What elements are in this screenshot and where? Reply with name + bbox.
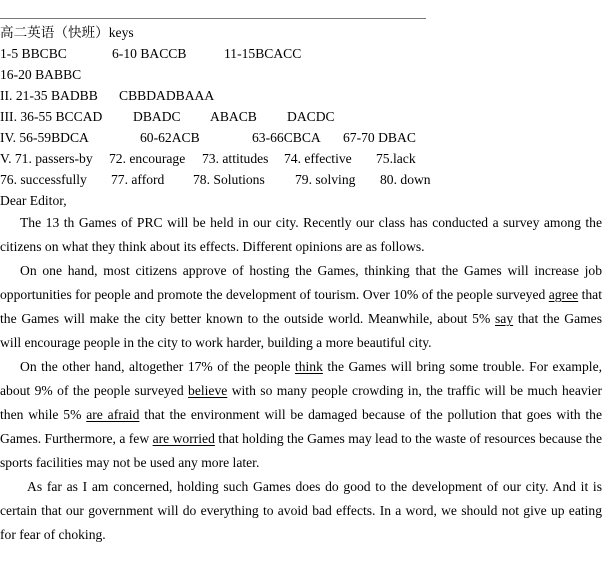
underlined-phrase-are-worried: are worried: [152, 431, 215, 446]
paragraph-4: As far as I am concerned, holding such Games does do good to the development of our city. And it is certain that our government will do everything to avoid bad effects. In a word, we should not give up eating for fear of choking.: [0, 479, 602, 542]
page-title-row: [0, 22, 602, 43]
underlined-phrase-are-afraid: are afraid: [86, 407, 140, 422]
letter-greeting: Dear Editor,: [0, 193, 67, 208]
key-63-66: 63-66CBCA: [252, 130, 321, 145]
underlined-word-believe: believe: [188, 383, 228, 398]
underlined-word-think: think: [294, 359, 323, 374]
key-11-15: 11-15BCACC: [224, 46, 302, 61]
key-36-55-b: DBADC: [133, 109, 181, 124]
key-row-1: [0, 43, 602, 64]
paragraph-3-text-e: that holding the Games may lead to the waste of resources because the sports facilities may not be used any more later.: [0, 431, 602, 470]
key-row-6: [0, 148, 602, 169]
key-74: 74. effective: [284, 151, 352, 166]
key-21-35-b: CBBDADBAAA: [119, 88, 215, 103]
paragraph-3: [0, 355, 602, 475]
paragraph-3-text-a: On the other hand, altogether 17% of the people: [20, 359, 295, 374]
key-row-3: [0, 85, 602, 106]
paragraph-2-text-b: that the Games will make the city better known to the outside world. Meanwhile, about 5%: [0, 287, 602, 326]
key-80: 80. down: [380, 172, 431, 187]
key-21-35-a: II. 21-35 BADBB: [0, 88, 98, 103]
paragraph-3-text-c: with so many people crowding in, the traffic will be much heavier then while 5%: [0, 383, 602, 422]
paragraph-1: The 13 th Games of PRC will be held in our city. Recently our class has conducted a survey among the citizens on what they think about its effects. Different opinions are as follows.: [0, 215, 602, 254]
key-16-20: 16-20 BABBC: [0, 67, 82, 82]
key-row-2: [0, 64, 602, 85]
paragraph-2: [0, 259, 602, 355]
key-36-55-a: III. 36-55 BCCAD: [0, 109, 103, 124]
key-67-70: 67-70 DBAC: [343, 130, 416, 145]
header-rule: [0, 18, 426, 19]
key-77: 77. afford: [111, 172, 165, 187]
paragraph-3-text-b: the Games will bring some trouble. For example, about 9% of the people surveyed: [0, 359, 602, 398]
key-36-55-c: ABACB: [210, 109, 257, 124]
underlined-word-say: say: [495, 311, 514, 326]
key-row-4: [0, 106, 602, 127]
key-row-5: [0, 127, 602, 148]
document-page: [0, 22, 602, 547]
letter-body: [0, 211, 602, 547]
page-title: 高二英语（快班）keys: [0, 25, 134, 40]
key-72: 72. encourage: [109, 151, 186, 166]
key-1-5: 1-5 BBCBC: [0, 46, 67, 61]
key-79: 79. solving: [295, 172, 356, 187]
paragraph-2-text-a: On one hand, most citizens approve of hosting the Games, thinking that the Games will increase job opportunities for people and promote the development of tourism. Over 10% of the people surveyed: [0, 263, 602, 302]
paragraph-2-text-c: that the Games will encourage people in the city to work harder, building a more beautiful city.: [0, 311, 602, 350]
key-75: 75.lack: [376, 151, 416, 166]
key-78: 78. Solutions: [193, 172, 265, 187]
answer-keys: [0, 22, 602, 190]
key-36-55-d: DACDC: [287, 109, 335, 124]
key-56-59: IV. 56-59BDCA: [0, 130, 89, 145]
paragraph-3-text-d: that the environment will be damaged because of the pollution that goes with the Games. Furthermore, a few: [0, 407, 602, 446]
key-6-10: 6-10 BACCB: [112, 46, 187, 61]
key-76: 76. successfully: [0, 172, 87, 187]
underlined-word-agree: agree: [548, 287, 579, 302]
key-73: 73. attitudes: [202, 151, 269, 166]
key-60-62: 60-62ACB: [140, 130, 200, 145]
key-row-7: [0, 169, 602, 190]
key-71: V. 71. passers-by: [0, 151, 93, 166]
